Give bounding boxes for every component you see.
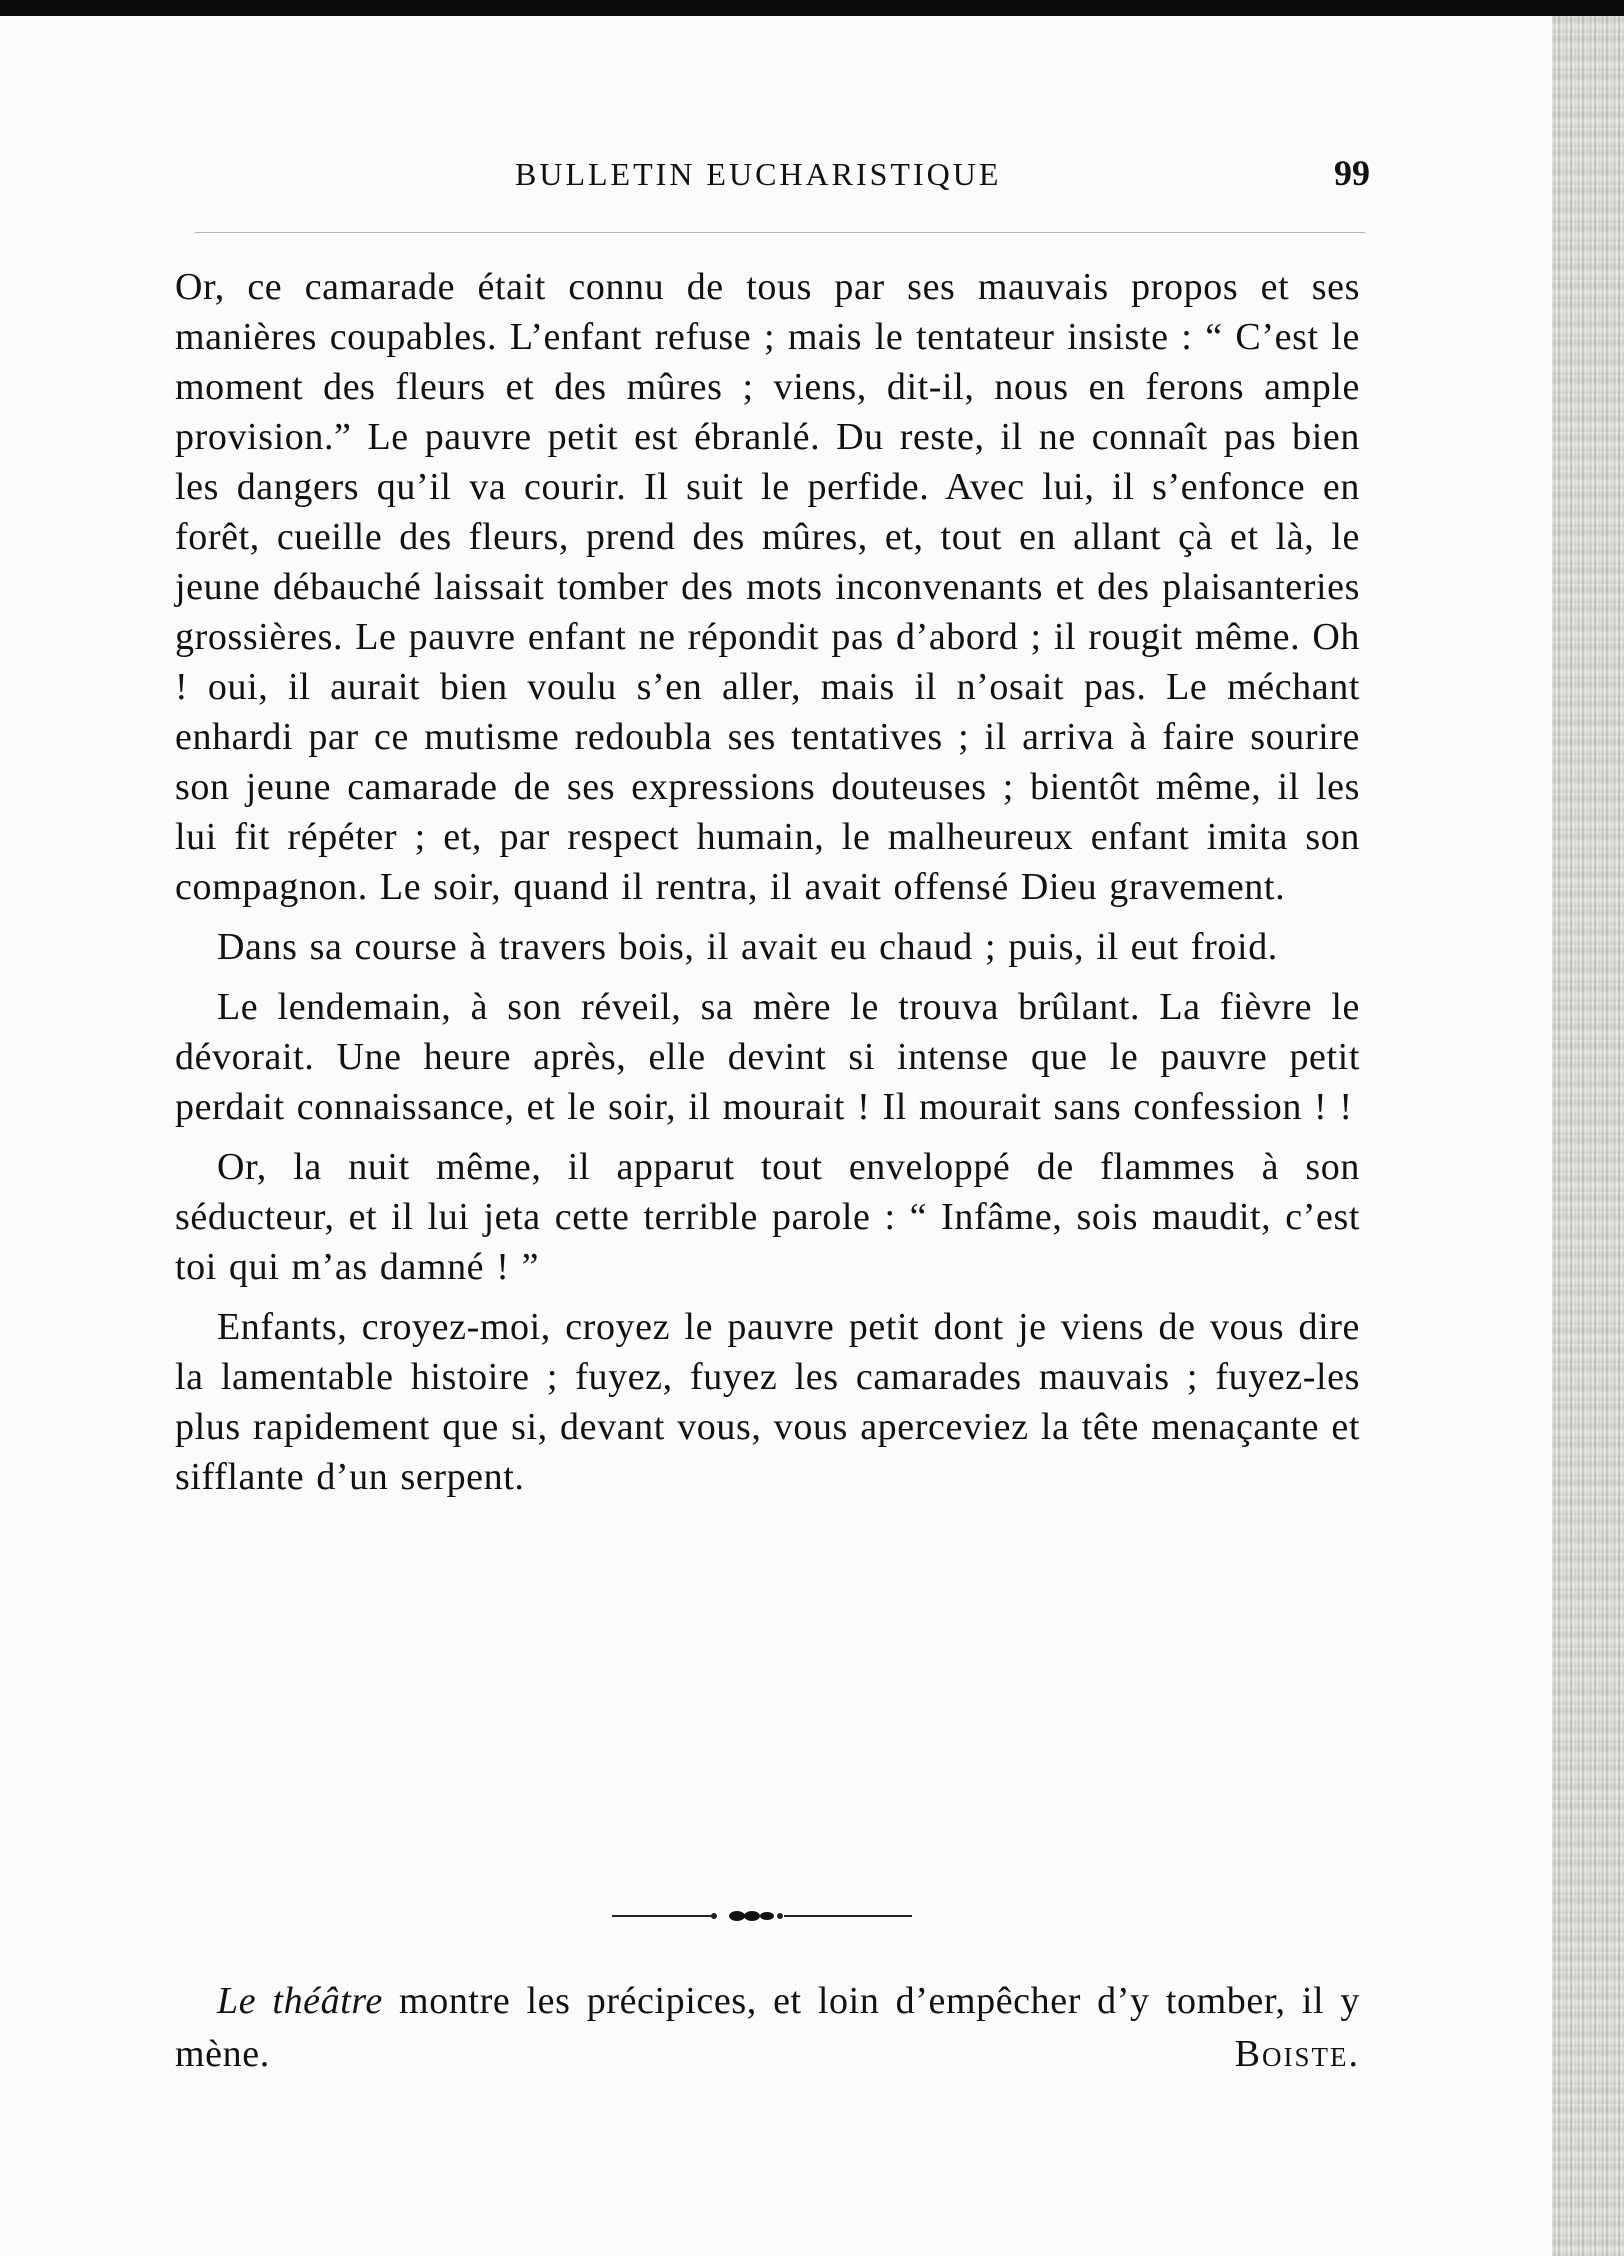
section-ornament (612, 1906, 912, 1926)
page-edge-shadow (1552, 16, 1624, 2256)
paragraph: Dans sa course à travers bois, il avait eu chaud ; puis, il eut froid. (217, 926, 1278, 968)
paragraph: Or, ce camarade était connu de tous par ses mauvais propos et ses manières coupables. L’enfant refuse ; mais le tentateur insiste : “ C’est le moment des fleurs et des mûres ; viens, dit-il, nous en ferons ample provision.” Le pauvre petit est ébranlé. Du reste, il ne connaît pas bien les dangers qu’il va courir. Il suit le perfide. Avec lui, il s’enfonce en forêt, cueille des fleurs, prend des mûres, et, tout en allant çà et là, le jeune débauché laissait tomber des mots inconvenants et des plaisanteries grossières. Le pauvre enfant ne répondit pas d’abord ; il rougit même. Oh ! oui, il aurait bien voulu s’en aller, mais il n’osait pas. Le méchant enhardi par ce mutisme redoubla ses tentatives ; il arriva à faire sourire son jeune camarade de ses expressions douteuses ; bientôt même, il les lui fit répéter ; et, par respect humain, le malheureux enfant imita son compagnon. Le soir, quand il rentra, il avait offensé Dieu gravement. (175, 266, 1360, 908)
quote-italic-lead: Le théâtre (217, 1980, 383, 2022)
paragraph: Or, la nuit même, il apparut tout enveloppé de flammes à son séducteur, et il lui jeta cette terrible parole : “ Infâme, sois maudit, c’est toi qui m’as damné ! ” (175, 1146, 1360, 1288)
quote-author: Boiste. (1234, 2033, 1360, 2075)
header-rule (195, 232, 1365, 233)
quote-body: montre les précipices, et loin d’empêcher d’y tomber, il y mène. (175, 1980, 1360, 2075)
main-text (175, 262, 1360, 1512)
paragraph: Enfants, croyez-moi, croyez le pauvre petit dont je viens de vous dire la lamentable histoire ; fuyez, fuyez les camarades mauvais ; fuyez-les plus rapidement que si, devant vous, vous aperceviez la tête menaçante et sifflante d’un serpent. (175, 1306, 1360, 1498)
running-title: BULLETIN EUCHARISTIQUE (515, 156, 1002, 192)
epigraph-quote (175, 1975, 1360, 2081)
page-header (185, 150, 1370, 200)
quote-text (175, 1975, 1360, 2081)
paragraph: Le lendemain, à son réveil, sa mère le trouva brûlant. La fièvre le dévorait. Une heure après, elle devint si intense que le pauvre petit perdait connaissance, et le soir, il mourait ! Il mourait sans confession ! ! (175, 986, 1360, 1128)
page-number: 99 (1334, 153, 1370, 193)
